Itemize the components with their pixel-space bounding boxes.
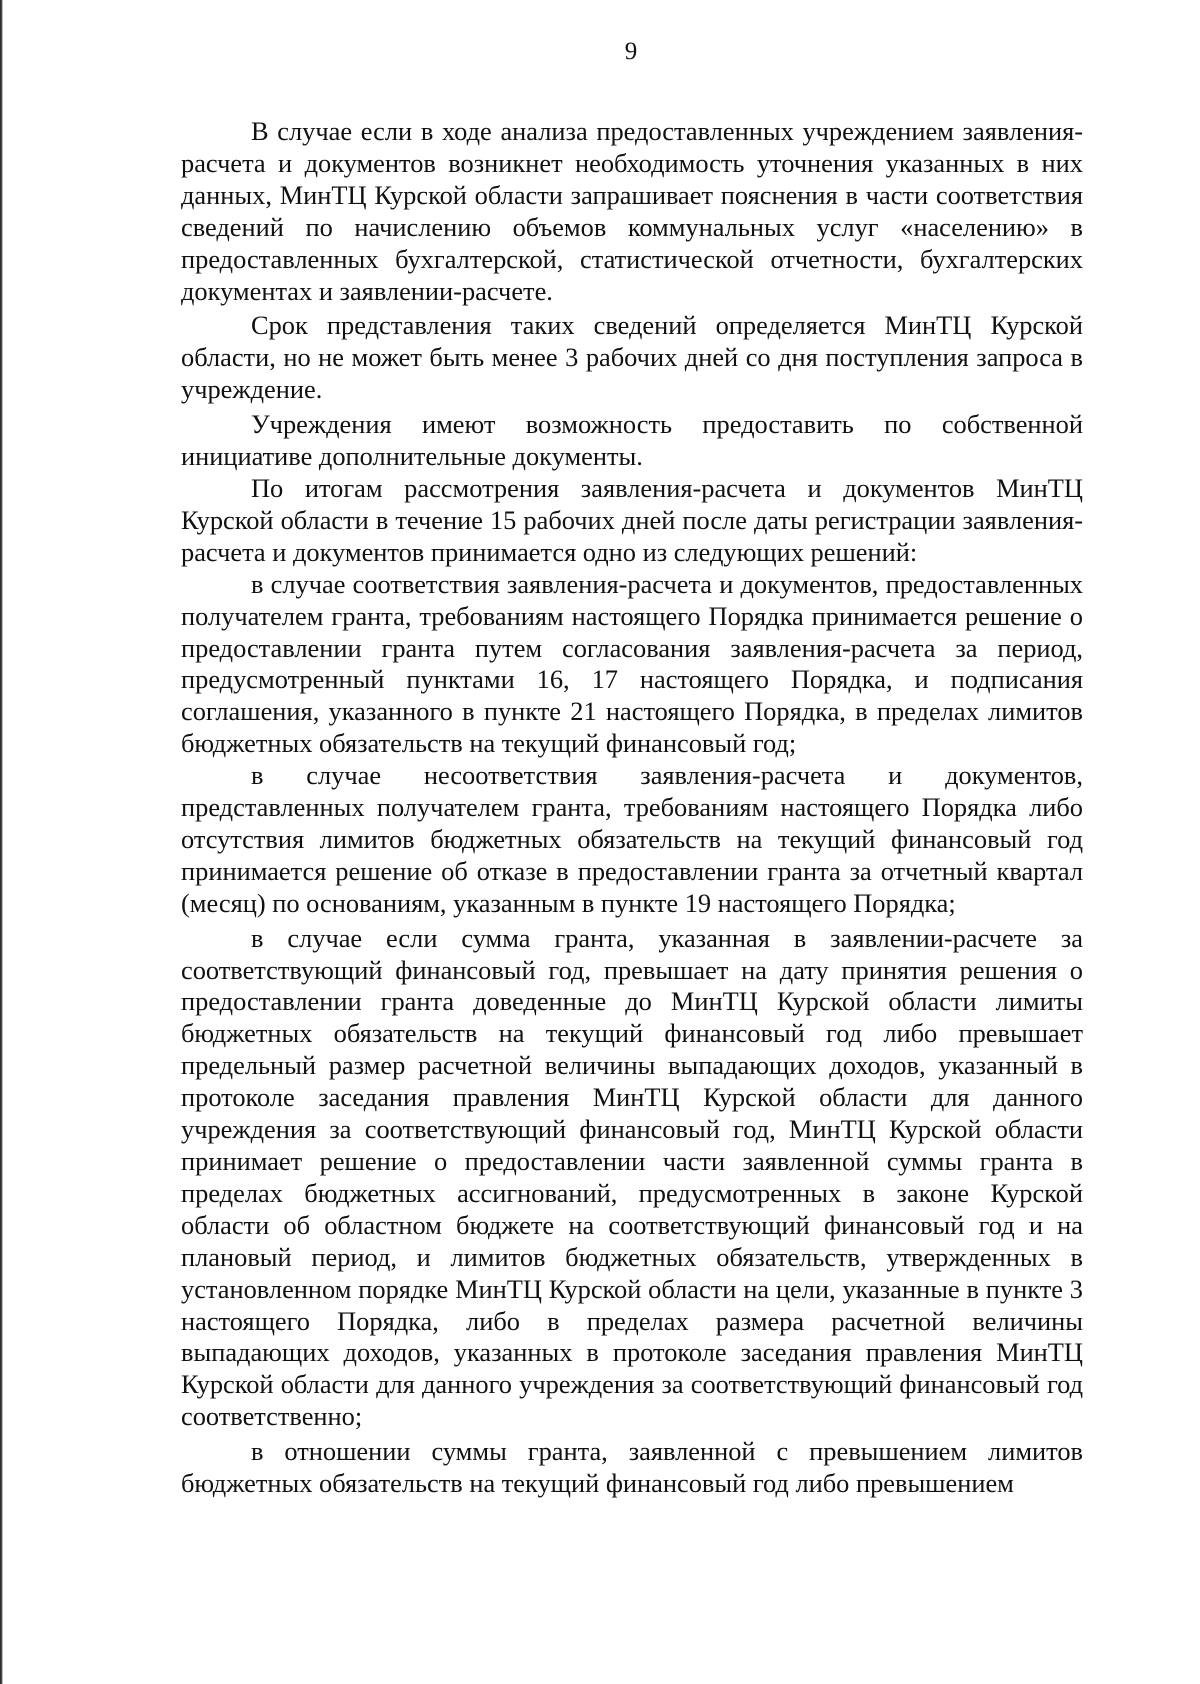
scan-edge: [0, 0, 3, 1684]
document-body: [181, 116, 1083, 1500]
paragraph-decision-partial: в случае если сумма гранта, указанная в заявлении-расчете за соответствующий финансовый год, превышает на дату принятия решения о предоставлении гранта доведенные до МинТЦ Курской области лимиты бюджетных обязательств на текущий финансовый год либо превышает предельный размер расчетной величины выпадающих доходов, указанный в протоколе заседания правления МинТЦ Курской области для данного учреждения за соответствующий финансовый год, МинТЦ Курской области принимает решение о предоставлении части заявленной суммы гранта в пределах бюджетных ассигнований, предусмотренных в законе Курской области об областном бюджете на соответствующий финансовый год и на плановый период, и лимитов бюджетных обязательств, утвержденных в установленном порядке МинТЦ Курской области на цели, указанные в пункте 3 настоящего Порядка, либо в пределах размера расчетной величины выпадающих доходов, указанных в протоколе заседания правления МинТЦ Курской области для данного учреждения за соответствующий финансовый год соответственно;: [181, 922, 1083, 1432]
paragraph-decision-refuse: в случае несоответствия заявления-расчета и документов, представленных получателем гранта, требованиям настоящего Порядка либо отсутствия лимитов бюджетных обязательств на текущий финансовый год принимается решение об отказе в предоставлении гранта за отчетный квартал (месяц) по основаниям, указанным в пункте 19 настоящего Порядка;: [181, 760, 1083, 918]
paragraph-additional-documents: Учреждения имеют возможность предоставить по собственной инициативе дополнительные документы.: [181, 409, 1083, 472]
paragraph-clarification-request: В случае если в ходе анализа предоставленных учреждением заявления-расчета и документов возникнет необходимость уточнения указанных в них данных, МинТЦ Курской области запрашивает пояснения в части соответствия сведений по начислению объемов коммунальных услуг «населению» в предоставленных бухгалтерской, статистической отчетности, бухгалтерских документах и заявлении-расчете.: [181, 116, 1083, 306]
page-number: 9: [624, 38, 638, 65]
paragraph-review-results: По итогам рассмотрения заявления-расчета и документов МинТЦ Курской области в течение 15 рабочих дней после даты регистрации заявления-расчета и документов принимается одно из следующих решений:: [181, 472, 1083, 567]
paragraph-decision-approve: в случае соответствия заявления-расчета и документов, предоставленных получателем гранта, требованиям настоящего Порядка принимается решение о предоставлении гранта путем согласования заявления-расчета за период, предусмотренный пунктами 16, 17 настоящего Порядка, и подписания соглашения, указанного в пункте 21 настоящего Порядка, в пределах лимитов бюджетных обязательств на текущий финансовый год;: [181, 568, 1083, 759]
paragraph-excess-amount: в отношении суммы гранта, заявленной с превышением лимитов бюджетных обязательств на текущий финансовый год либо превышением: [181, 1436, 1083, 1499]
paragraph-submission-deadline: Срок представления таких сведений определяется МинТЦ Курской области, но не может быть менее 3 рабочих дней со дня поступления запроса в учреждение.: [181, 310, 1083, 405]
